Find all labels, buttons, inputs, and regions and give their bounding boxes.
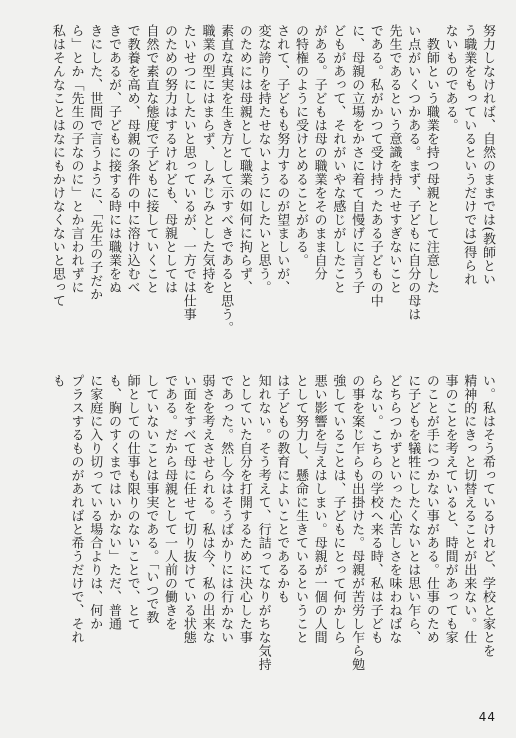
- text-column: きにした、世間で言うように、「先生の子だか: [87, 24, 103, 301]
- page-number: 44: [478, 710, 496, 724]
- text-column: 先生であるという意識を持たせすぎないこと: [386, 24, 402, 294]
- text-column: どちらつかずといった心苦しさを味わねばな: [386, 374, 402, 644]
- text-column: 事のことを考えていると、時間があっても家: [442, 374, 458, 644]
- text-column: 職業の型にはまらず、しみじみとした気持を: [199, 24, 215, 294]
- text-column: としていた自分を打開するために決心した事: [236, 374, 252, 644]
- upper-text-block: [20, 24, 496, 354]
- text-column: 知れない。そう考えて、行詰ってなりがちな気持: [255, 374, 271, 671]
- text-column: である。私がかつて受け持ったある子どもの中: [367, 24, 383, 308]
- text-column: に、母親の立場をかさに着て自慢げに言う子: [349, 24, 365, 294]
- text-column: は子どもの教育によいことであるかも: [274, 374, 290, 604]
- text-column: されて、子どもも努力するのが望ましいが、: [274, 24, 290, 294]
- lower-text-block: [20, 374, 496, 704]
- text-column: に子どもを犠牲にしたくないとは思い乍ら、: [405, 374, 421, 644]
- text-column: に家庭に入り切っている場合よりは、何か: [87, 374, 103, 631]
- text-column: のことが手につかない事がある。仕事のため: [423, 374, 439, 644]
- text-column: ないものである。: [442, 24, 458, 132]
- text-column: きであるが、子どもに接する時には職業をぬ: [105, 24, 121, 294]
- text-column: 悪い影響を与えはしまい。母親が一個の人間: [311, 374, 327, 644]
- text-column: で教養を高め、母親の条件の中に溶け込むべ: [124, 24, 140, 294]
- text-column: らない。こちらの学校へ来る時、私は子ども: [367, 374, 383, 644]
- text-column: どもがあって、それがいやな感じがしたこと: [330, 24, 346, 294]
- text-column: 変な誇りを持たせないようにしたいと思う。: [255, 24, 271, 294]
- text-column: 私はそんなことはなにもかけなくないと思って: [49, 24, 65, 308]
- text-column: 強していることは、子どもにとって何かしら: [330, 374, 346, 644]
- text-column: う職業をもっているというだけでは)得られ: [461, 24, 477, 287]
- text-column: 精神的にきっと切替えることが出来ない。仕: [461, 374, 477, 644]
- text-column: 素直な真実を生き方として示すべきであると思う。: [218, 24, 234, 335]
- text-column: の事を案じ乍らも出掛けた。母親が苦労し乍ら勉: [349, 374, 365, 671]
- text-column: 教師という職業を持つ母親として注意した: [423, 24, 439, 294]
- text-column: 努力しなければ、自然のままでは(教師とい: [480, 24, 495, 287]
- text-column: い。私はそう希っているけれど、学校と家とを: [480, 374, 495, 658]
- text-column: のための努力はするけれども、母親としては: [162, 24, 178, 294]
- text-column: として努力し、懸命に生きているということ: [292, 374, 308, 644]
- text-column: 自然で素直な態度で子どもに接していくこと: [143, 24, 159, 294]
- text-column: も、胸のすくまではいかない」ただ、普通: [105, 374, 121, 631]
- text-column: がある。子どもは母の職業をそのまま自分: [311, 24, 327, 281]
- text-column: の特権のように受けとめることがある。: [292, 24, 308, 267]
- text-column: であった。然し今はそうばかりには行かない: [218, 374, 234, 644]
- text-column: たいせつにしたいと思っているが、一方では仕事: [180, 24, 196, 321]
- text-column: のためには母親として職業の如何に拘らず、: [236, 24, 252, 294]
- text-column: である。だから母親として一人前の働きを: [162, 374, 178, 631]
- text-column: も: [49, 374, 65, 388]
- text-column: していないことは事実である。「いつで教: [143, 374, 159, 624]
- text-column: 弱さを考えさせられる。私は今、私の出来な: [199, 374, 215, 644]
- text-column: い点がいくつかある。まず、子どもに自分の母は: [405, 24, 421, 321]
- text-column: プラスするものがあればと希うだけで、それ: [68, 374, 84, 644]
- text-column: 師としての仕事も限りのないことで、とて: [124, 374, 140, 631]
- text-column: い面をすべて母に任せて切り抜けている状態: [180, 374, 196, 644]
- text-column: ら」とか「先生の子なのに」とか言われずに: [68, 24, 84, 294]
